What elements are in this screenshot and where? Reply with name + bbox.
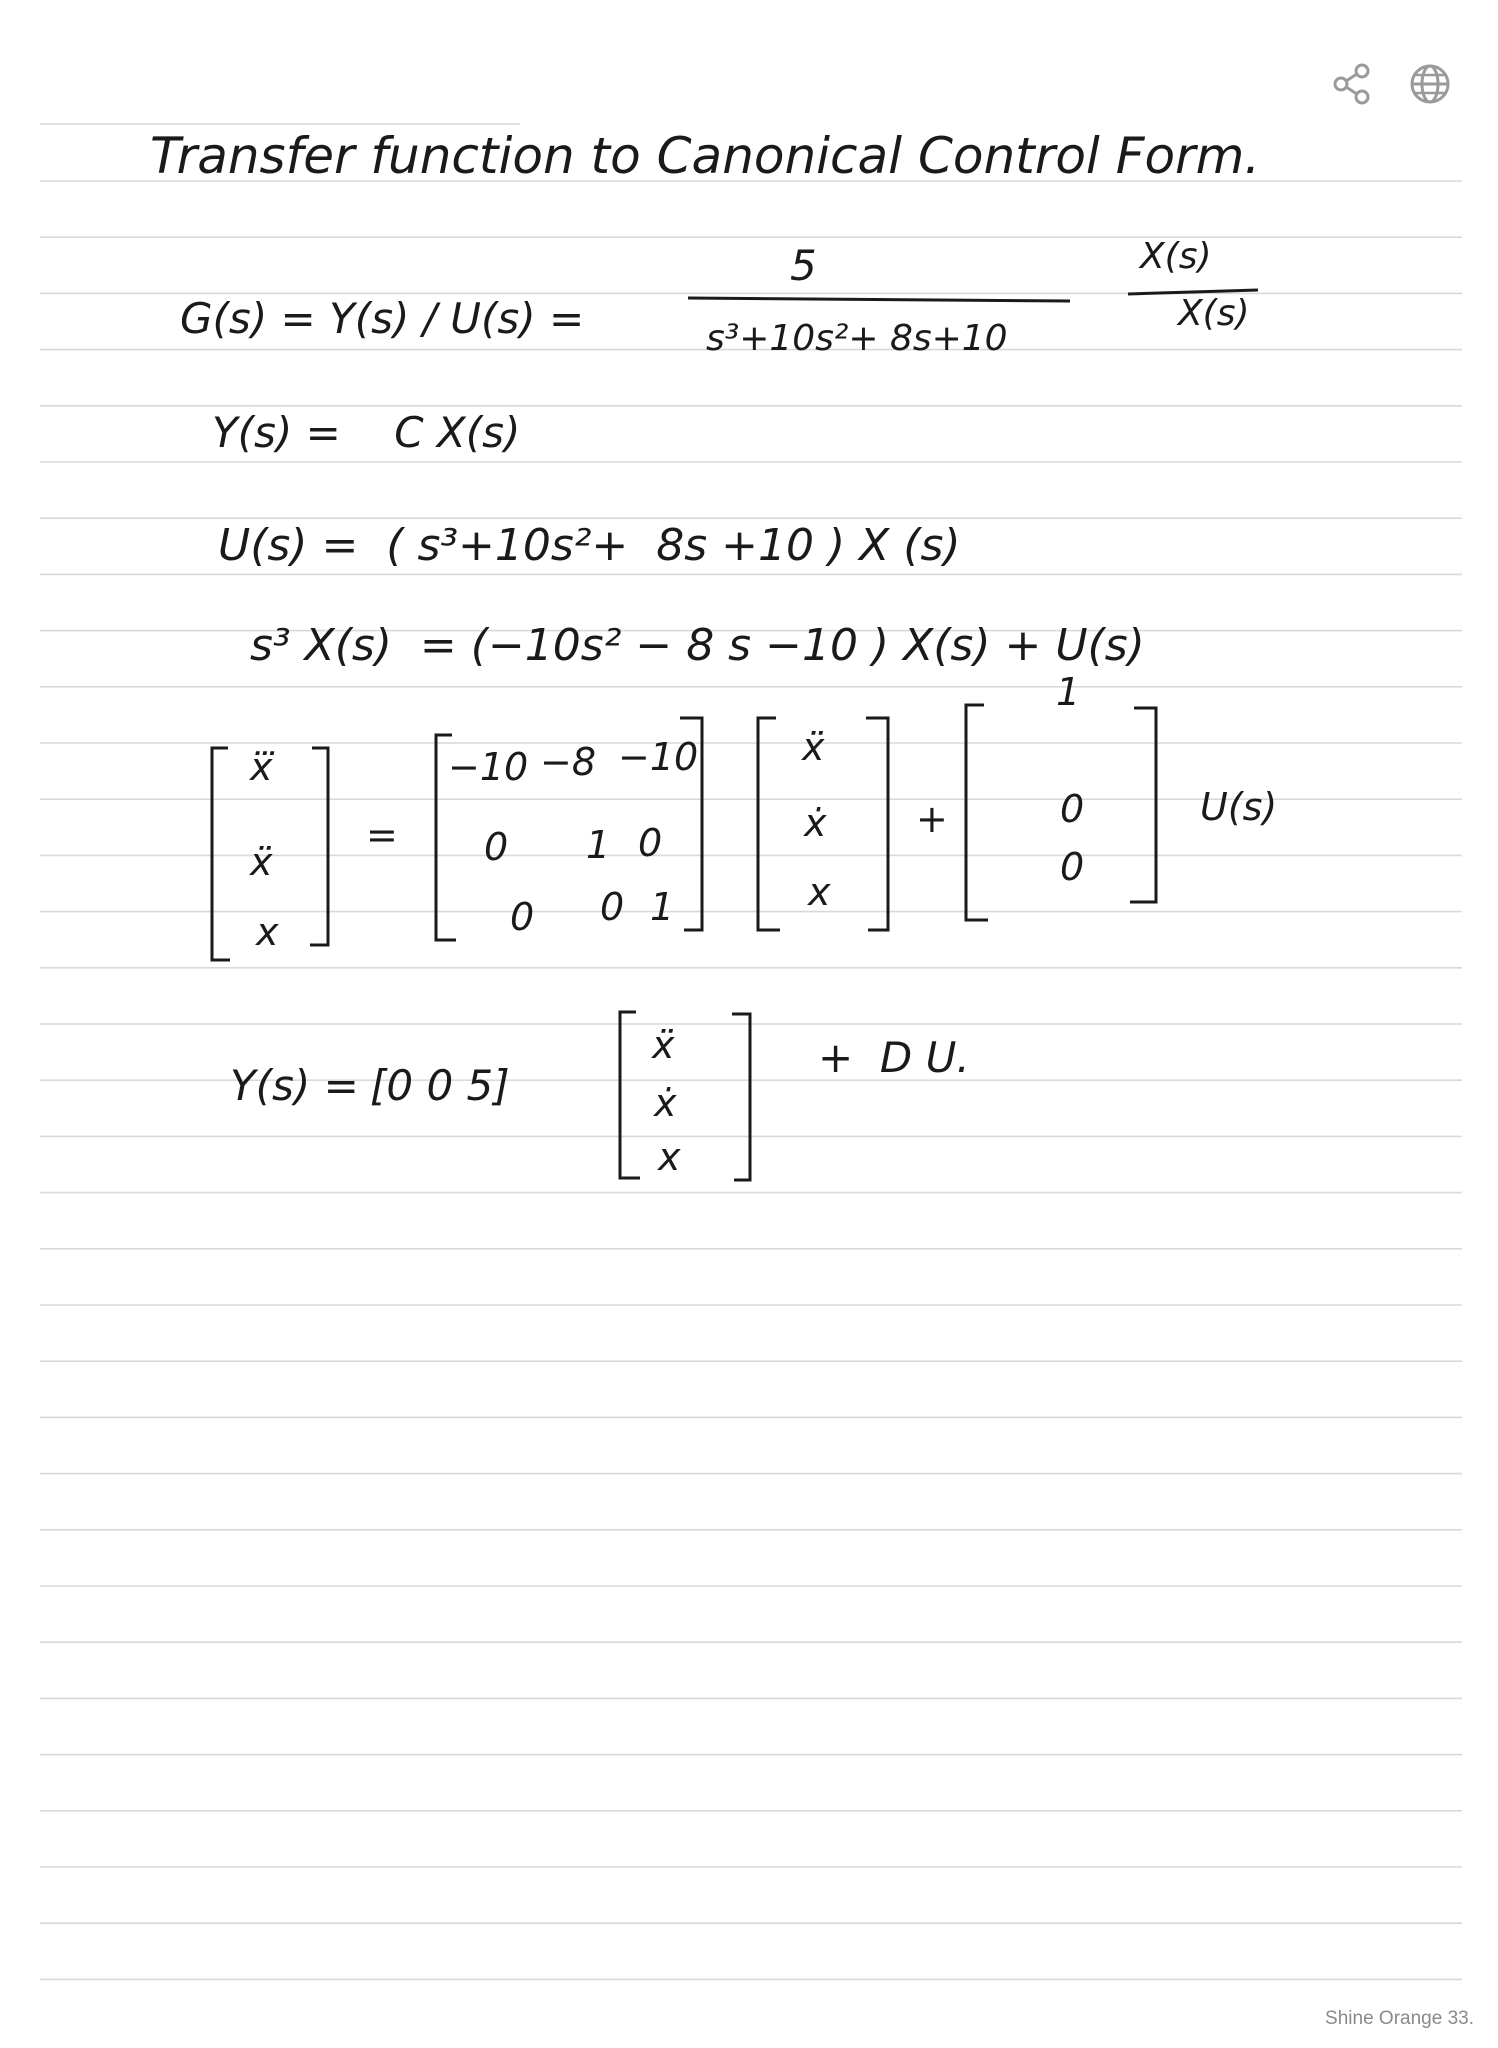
note-title: Transfer function to Canonical Control Form. — [150, 127, 1261, 185]
b-matrix-2: 0 — [1060, 845, 1085, 889]
gs-fraction-bar — [688, 298, 1070, 301]
gs-equation-lhs: G(s) = Y(s) / U(s) = — [180, 294, 585, 343]
a-matrix-1-2: 0 — [638, 821, 663, 865]
state-rhs-0: ẍ — [802, 725, 825, 769]
state-rhs-1: ẋ — [804, 801, 827, 845]
a-matrix-0-0: −10 — [448, 745, 529, 789]
gs-denominator: s³+10s²+ 8s+10 — [706, 318, 1008, 359]
side-numerator: X(s) — [1140, 236, 1212, 277]
a-matrix-1-1: 1 — [586, 823, 611, 867]
a-matrix-0-1: −8 — [540, 740, 597, 784]
footer-brand: Shine Orange 33. — [1325, 2008, 1474, 2029]
u-label: U(s) — [1200, 785, 1278, 829]
out-state-2: x — [658, 1135, 681, 1179]
out-state-1: ẋ — [654, 1081, 677, 1125]
state-lhs-2: x — [256, 910, 279, 954]
gs-numerator: 5 — [790, 241, 817, 290]
output-tail: + D U. — [818, 1033, 970, 1082]
state-lhs-1: ẍ — [250, 840, 273, 884]
c-row: [0 0 5] — [370, 1061, 510, 1110]
a-matrix-1-0: 0 — [484, 825, 509, 869]
a-matrix-0-2: −10 — [618, 735, 699, 779]
us-equation: U(s) = ( s³+10s²+ 8s +10 ) X (s) — [218, 520, 961, 571]
state-lhs-0: x⃛ — [250, 745, 273, 789]
s3-equation: s³ X(s) = (−10s² − 8 s −10 ) X(s) + U(s) — [250, 620, 1145, 671]
side-denominator: X(s) — [1178, 293, 1250, 334]
a-matrix-2-1: 0 — [600, 885, 625, 929]
b-matrix-0: 1 — [1056, 670, 1081, 714]
state-plus-sign: + — [916, 797, 948, 841]
out-state-0: ẍ — [652, 1023, 675, 1067]
state-rhs-2: x — [808, 870, 831, 914]
state-equals-sign: = — [366, 813, 398, 857]
ys-equation: Y(s) = C X(s) — [212, 408, 521, 457]
a-matrix-2-2: 1 — [650, 885, 675, 929]
output-equation — [230, 1012, 970, 1180]
output-lhs: Y(s) = — [230, 1061, 359, 1110]
state-equation — [212, 670, 1277, 960]
b-matrix-1: 0 — [1060, 787, 1085, 831]
a-matrix-2-0: 0 — [510, 895, 535, 939]
